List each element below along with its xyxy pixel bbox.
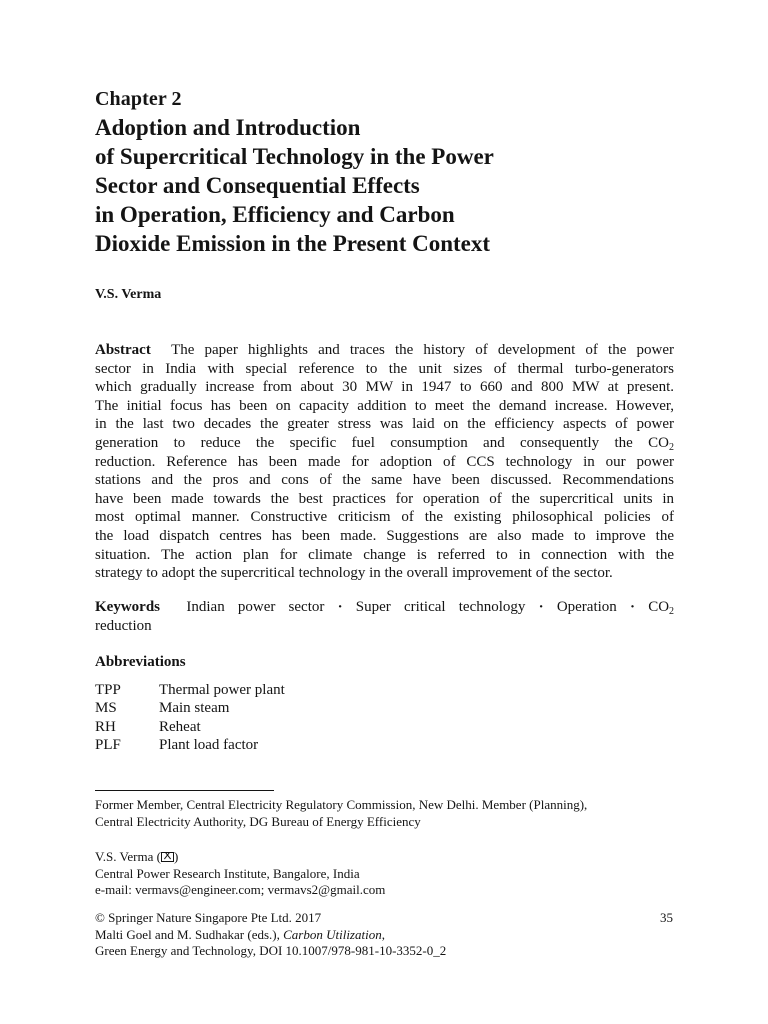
abstract-line: sector in India with special reference to the unit sizes of thermal turbo-generators xyxy=(95,360,674,377)
abstract-line: stations and the pros and cons of the same have been discussed. Recommendations xyxy=(95,472,674,489)
author-name: V.S. Verma xyxy=(95,287,162,302)
keywords-line xyxy=(95,598,674,617)
abstract-line: which gradually increase from about 30 MW in 1947 to 660 and 800 MW at present. xyxy=(95,379,674,396)
abbreviation-meaning: Main steam xyxy=(159,700,230,717)
abbreviation-code: MS xyxy=(95,700,117,717)
abstract-line: The initial focus has been on capacity addition to meet the demand increase. However, xyxy=(95,397,674,414)
contact-block xyxy=(95,849,674,899)
abstract xyxy=(95,341,674,583)
footnote-line: Former Member, Central Electricity Regulatory Commission, New Delhi. Member (Planning), xyxy=(95,797,588,812)
keyword-continuation: reduction xyxy=(95,617,152,634)
abstract-line: most optimal manner. Constructive criticism of the existing philosophical policies of xyxy=(95,509,674,526)
editors: Malti Goel and M. Sudhakar (eds.), xyxy=(95,926,284,942)
abbreviation-row xyxy=(95,681,285,699)
abstract-line: have been made towards the best practices for operation of the supercritical units in xyxy=(95,490,674,507)
book-title: Carbon Utilization xyxy=(283,926,382,942)
abstract-line: in the last two decades the greater stress was laid on the efficiency aspects of power xyxy=(95,416,674,433)
keyword-item: Super critical technology xyxy=(355,599,526,615)
abstract-line: the load dispatch centres has been made. Suggestions are also made to improve the xyxy=(95,527,674,544)
abstract-line: reduction. Reference has been made for adoption of CCS technology in our power xyxy=(95,453,674,470)
abbreviation-row xyxy=(95,736,285,754)
footnote xyxy=(95,797,674,830)
abbreviations-heading: Abbreviations xyxy=(95,654,186,670)
chapter-label: Chapter 2 xyxy=(95,88,182,110)
contact-name-close: ) xyxy=(173,849,179,864)
chapter-title-line: in Operation, Efficiency and Carbon xyxy=(95,202,455,227)
copyright-block xyxy=(95,910,674,960)
footnote-divider xyxy=(95,790,274,791)
envelope-icon xyxy=(161,852,174,862)
abstract-line: situation. The action plan for climate change is referred to in connection with the xyxy=(95,546,674,563)
chapter-title xyxy=(95,113,695,258)
keyword-separator: · xyxy=(629,599,635,615)
contact-name-line xyxy=(95,849,674,866)
keywords-label: Keywords xyxy=(95,599,160,615)
chapter-title-line: Adoption and Introduction xyxy=(95,115,361,140)
abbreviation-code: TPP xyxy=(95,682,121,698)
abstract-line: strategy to adopt the supercritical technology in the overall improvement of the sector. xyxy=(95,565,613,582)
abbreviation-code: PLF xyxy=(95,736,121,753)
abstract-label: Abstract xyxy=(95,342,151,358)
keyword-item xyxy=(648,599,674,615)
abstract-line xyxy=(95,341,674,360)
abbreviation-meaning: Thermal power plant xyxy=(159,682,285,698)
keyword-item: Operation xyxy=(556,599,617,615)
copyright-line: © Springer Nature Singapore Pte Ltd. 2017 xyxy=(95,910,322,925)
subscript: 2 xyxy=(669,441,674,453)
abbreviation-meaning: Plant load factor xyxy=(159,736,259,753)
book-reference xyxy=(95,927,674,944)
contact-email: e-mail: vermavs@engineer.com; vermavs2@gmail.com xyxy=(95,882,386,897)
abstract-line xyxy=(95,434,674,453)
abbreviation-meaning: Reheat xyxy=(159,718,201,735)
contact-name: V.S. Verma ( xyxy=(95,849,161,864)
series-doi: Green Energy and Technology, DOI 10.1007/978-981-10-3352-0_2 xyxy=(95,943,447,958)
abbreviation-row xyxy=(95,718,285,736)
book-title-suffix: , xyxy=(381,926,385,942)
keyword-item: Indian power sector xyxy=(186,599,325,615)
abbreviation-code: RH xyxy=(95,718,116,735)
page-number: 35 xyxy=(660,910,673,925)
chapter-title-line: Sector and Consequential Effects xyxy=(95,173,420,198)
keywords xyxy=(95,598,674,635)
keyword-separator: · xyxy=(538,599,544,615)
abbreviation-row xyxy=(95,699,285,717)
keyword-separator: · xyxy=(337,599,343,615)
abstract-text: The paper highlights and traces the history of development of the power xyxy=(171,342,674,358)
subscript: 2 xyxy=(669,606,675,617)
footnote-line: Central Electricity Authority, DG Bureau of Energy Efficiency xyxy=(95,813,421,829)
abbreviations-list xyxy=(95,681,285,754)
chapter-title-line: Dioxide Emission in the Present Context xyxy=(95,231,491,256)
abstract-text: generation to reduce the specific fuel consumption and consequently the CO xyxy=(95,434,669,451)
chapter-title-line: of Supercritical Technology in the Power xyxy=(95,144,494,169)
contact-affiliation: Central Power Research Institute, Bangalore, India xyxy=(95,865,360,881)
keyword-text: CO xyxy=(648,599,670,615)
